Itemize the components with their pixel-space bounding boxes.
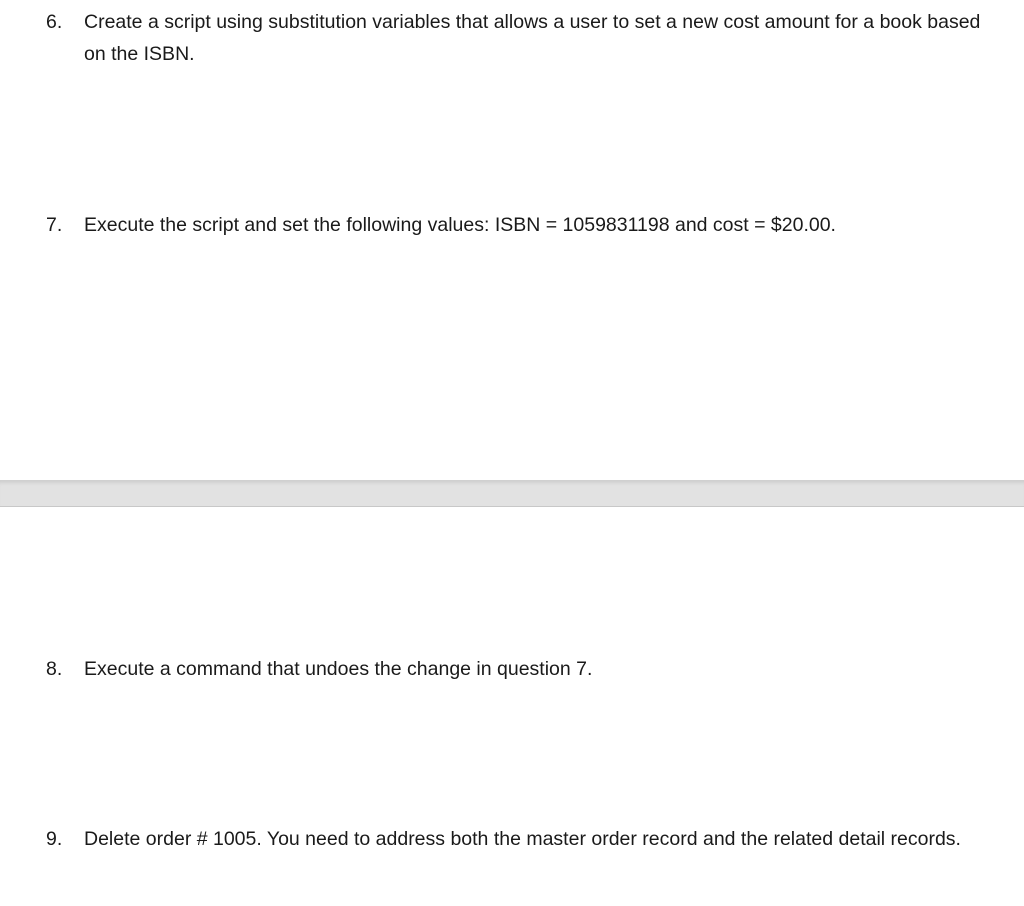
question-text: Execute the script and set the following values: ISBN = 1059831198 and cost = $20.00.	[84, 214, 836, 236]
question-number: 6.	[46, 11, 63, 33]
question-6	[46, 6, 986, 70]
page-separator	[0, 480, 1024, 507]
question-text: Create a script using substitution variables that allows a user to set a new cost amount for a book based on the ISBN.	[84, 11, 981, 65]
question-number: 7.	[46, 214, 63, 236]
question-9	[46, 823, 986, 855]
question-8	[46, 653, 986, 685]
question-text: Delete order # 1005. You need to address both the master order record and the related detail records.	[84, 828, 961, 850]
question-text: Execute a command that undoes the change in question 7.	[84, 658, 593, 680]
question-number: 8.	[46, 658, 63, 680]
question-number: 9.	[46, 828, 63, 850]
question-7	[46, 209, 986, 241]
